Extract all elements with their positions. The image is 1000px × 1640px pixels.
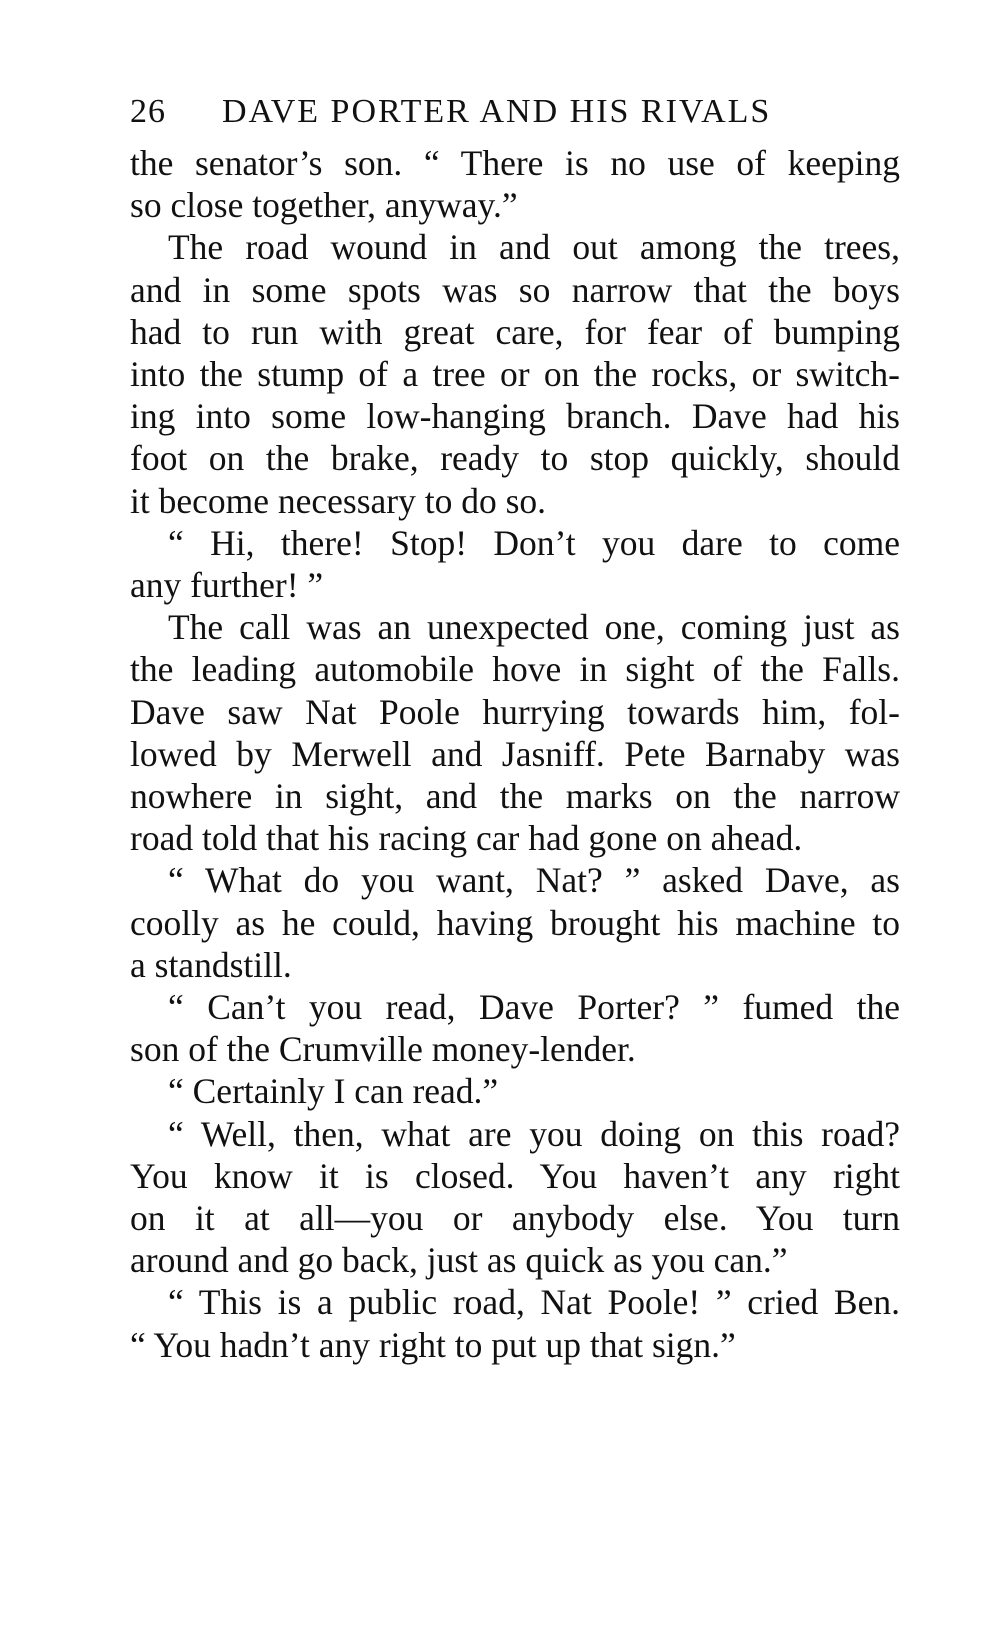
page-number: 26 [130, 93, 166, 130]
running-title: DAVE PORTER AND HIS RIVALS [222, 93, 772, 130]
text-line: into the stump of a tree or on the rocks, or switch- [130, 354, 900, 395]
text-line: around and go back, just as quick as you can.” [130, 1240, 788, 1281]
text-line: lowed by Merwell and Jasniff. Pete Barnaby was [130, 733, 900, 774]
text-line: “ Hi, there! Stop! Don’t you dare to come [168, 522, 900, 563]
text-line: nowhere in sight, and the marks on the narrow [130, 776, 900, 817]
text-line: The road wound in and out among the trees, [168, 227, 900, 268]
text-line: The call was an unexpected one, coming just as [168, 607, 900, 648]
text-line: “ Well, then, what are you doing on this road? [168, 1113, 900, 1154]
text-line: it become necessary to do so. [130, 480, 547, 521]
text-line: “ Can’t you read, Dave Porter? ” fumed the [168, 987, 900, 1028]
text-line: You know it is closed. You haven’t any right [130, 1155, 900, 1196]
text-line: Dave saw Nat Poole hurrying towards him, fol- [130, 691, 900, 732]
text-line: “ What do you want, Nat? ” asked Dave, as [168, 860, 900, 901]
text-line: the senator’s son. “ There is no use of keeping [130, 143, 900, 183]
text-line: any further! ” [130, 565, 324, 606]
text-line: son of the Crumville money-lender. [130, 1029, 636, 1070]
text-line: the leading automobile hove in sight of the Falls. [130, 649, 900, 690]
text-line: “ You hadn’t any right to put up that sign.” [130, 1324, 736, 1365]
text-line: “ This is a public road, Nat Poole! ” cried Ben. [168, 1282, 900, 1323]
text-line: and in some spots was so narrow that the boys [130, 269, 900, 310]
text-line: foot on the brake, ready to stop quickly, should [130, 438, 900, 479]
text-line: so close together, anyway.” [130, 185, 518, 226]
text-line: ing into some low-hanging branch. Dave had his [130, 396, 900, 437]
text-line: road told that his racing car had gone on ahead. [130, 818, 803, 859]
text-line: “ Certainly I can read.” [168, 1071, 499, 1112]
text-line: coolly as he could, having brought his machine to [130, 902, 900, 943]
body-text [130, 142, 900, 1366]
book-page [130, 92, 900, 1366]
text-line: a standstill. [130, 944, 292, 985]
running-header [130, 92, 900, 132]
text-line: had to run with great care, for fear of bumping [130, 311, 900, 352]
text-line: on it at all—you or anybody else. You turn [130, 1198, 900, 1239]
